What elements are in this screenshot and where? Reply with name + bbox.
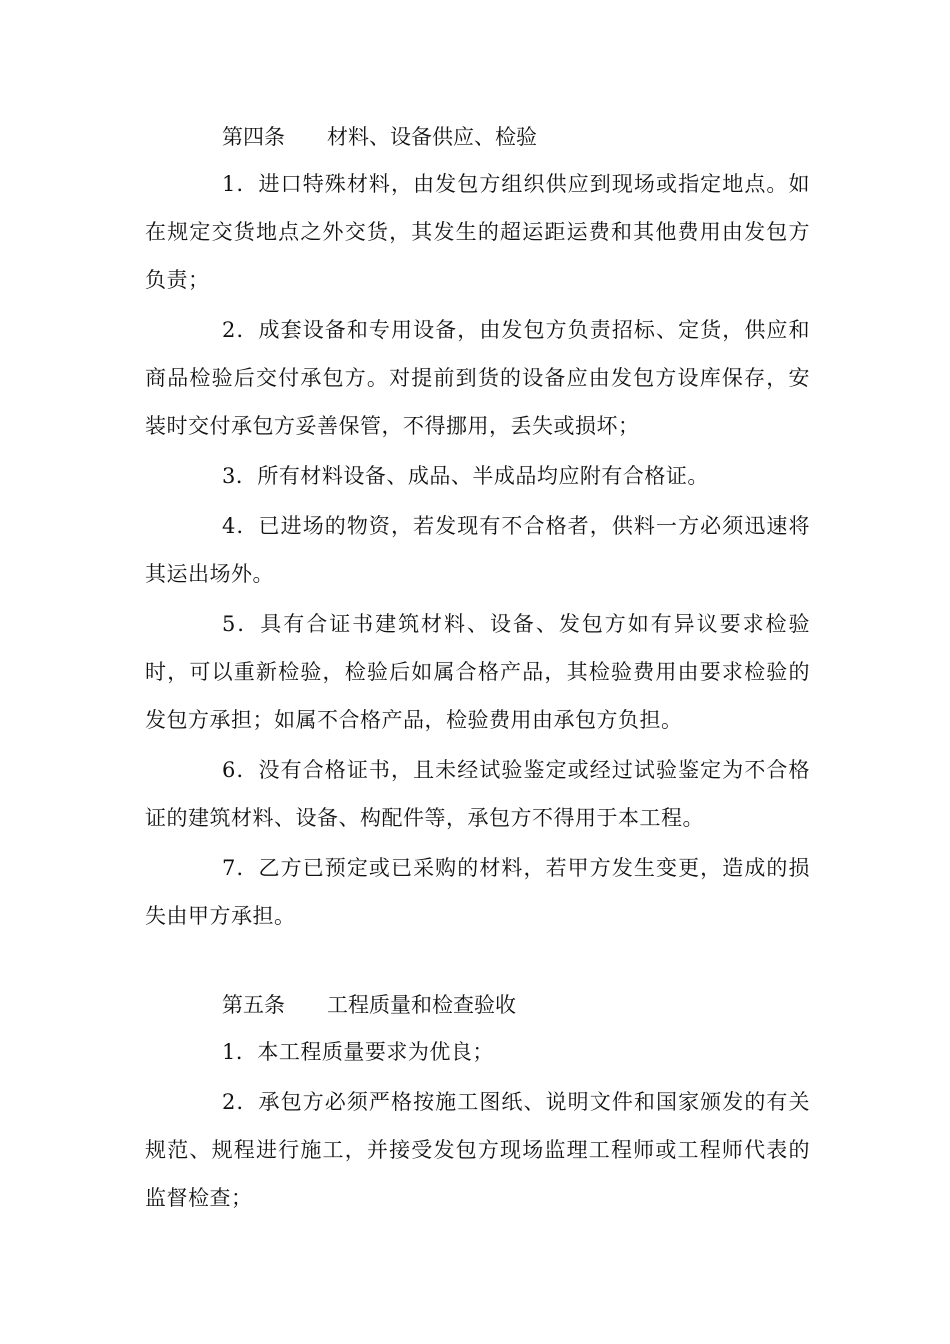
section-5-item-2: 2．承包方必须严格按施工图纸、说明文件和国家颁发的有关规范、规程进行施工，并接受发包方现场监理工程师或工程师代表的监督检查；	[145, 1090, 810, 1210]
section-5-body	[145, 1028, 810, 1222]
section-4-item-7: 7．乙方已预定或已采购的材料，若甲方发生变更，造成的损失由甲方承担。	[145, 856, 810, 928]
section-4-title: 材料、设备供应、检验	[327, 125, 537, 149]
section-5-number: 第五条	[222, 993, 285, 1017]
section-4-item-5: 5．具有合证书建筑材料、设备、发包方如有异议要求检验时，可以重新检验，检验后如属合格产品，其检验费用由要求检验的发包方承担；如属不合格产品，检验费用由承包方负担。	[145, 612, 810, 732]
section-4-item-2: 2．成套设备和专用设备，由发包方负责招标、定货，供应和商品检验后交付承包方。对提前到货的设备应由发包方设库保存，安装时交付承包方妥善保管，不得挪用，丢失或损坏；	[145, 318, 810, 438]
section-5-heading	[222, 990, 516, 1020]
section-4-body	[145, 160, 810, 940]
section-4-heading	[222, 122, 537, 152]
section-4-item-3: 3．所有材料设备、成品、半成品均应附有合格证。	[222, 464, 709, 488]
section-5-item-1: 1．本工程质量要求为优良；	[222, 1040, 494, 1064]
section-4-item-6: 6．没有合格证书，且未经试验鉴定或经过试验鉴定为不合格证的建筑材料、设备、构配件等，承包方不得用于本工程。	[145, 758, 810, 830]
section-4-item-1: 1．进口特殊材料，由发包方组织供应到现场或指定地点。如在规定交货地点之外交货，其发生的超运距运费和其他费用由发包方负责；	[145, 172, 810, 292]
section-5-title: 工程质量和检查验收	[327, 993, 516, 1017]
section-4-number: 第四条	[222, 125, 285, 149]
section-4-item-4: 4．已进场的物资，若发现有不合格者，供料一方必须迅速将其运出场外。	[145, 514, 810, 586]
